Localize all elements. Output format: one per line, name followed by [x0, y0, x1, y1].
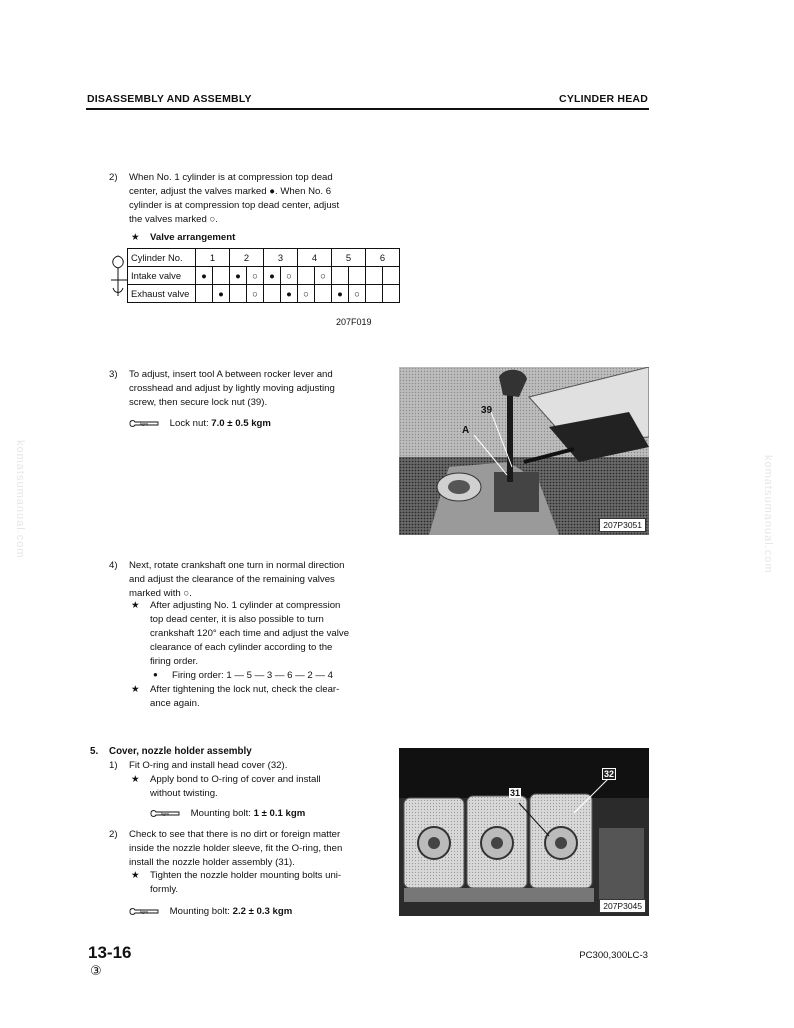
- note-line: After adjusting No. 1 cylinder at compression: [150, 600, 341, 611]
- cylinder-number: 4: [298, 249, 332, 267]
- valve-mark: [366, 285, 383, 303]
- step-4-line: and adjust the clearance of the remaining valves: [129, 574, 335, 585]
- note-line: ance again.: [150, 698, 200, 709]
- star-icon: ★: [131, 870, 140, 881]
- note-line: After tightening the lock nut, check the clear-: [150, 684, 340, 695]
- note-line: firing order.: [150, 656, 198, 667]
- step-2-line: cylinder is at compression top dead center, adjust: [129, 200, 340, 211]
- step-4-number: 4): [109, 560, 118, 571]
- step-4-line: Next, rotate crankshaft one turn in normal direction: [129, 560, 345, 571]
- valve-arrangement-table: [127, 248, 400, 303]
- note-line: top dead center, it is also possible to turn: [150, 614, 324, 625]
- spec-value: 2.2 ± 0.3 kgm: [232, 906, 293, 917]
- valve-mark: [315, 285, 332, 303]
- callout-39: 39: [481, 405, 493, 416]
- torque-wrench-icon: [129, 907, 159, 916]
- note-line: clearance of each cylinder according to the: [150, 642, 333, 653]
- step-3-line: crosshead and adjust by lightly moving adjusting: [129, 383, 335, 394]
- sub-1-note: [150, 773, 374, 801]
- svg-text:kgm: kgm: [140, 420, 148, 426]
- star-icon: ★: [131, 600, 140, 611]
- valve-mark: ●: [281, 285, 298, 303]
- section-5-title: Cover, nozzle holder assembly: [109, 746, 252, 757]
- cylinder-number: 5: [332, 249, 366, 267]
- spec-value: 7.0 ± 0.5 kgm: [211, 418, 271, 429]
- valve-mark: ○: [315, 267, 332, 285]
- photo-valve-adjustment: [399, 367, 649, 535]
- valve-mark: [366, 267, 383, 285]
- spec-mounting-bolt-1: [150, 808, 305, 819]
- step-4-note-1: [150, 599, 374, 669]
- sub-2-line: Check to see that there is no dirt or foreign matter: [129, 829, 341, 840]
- photo-head-cover: [399, 748, 649, 916]
- star-icon: ★: [131, 774, 140, 785]
- valve-mark: ●: [332, 285, 349, 303]
- step-2-line: center, adjust the valves marked ●. When No. 6: [129, 186, 332, 197]
- section-5-number: 5.: [90, 746, 99, 757]
- cylinder-number: 2: [230, 249, 264, 267]
- watermark-left: komatsumanual.com: [14, 440, 26, 559]
- figure-id: 207F019: [336, 317, 372, 327]
- cylinder-number: 1: [196, 249, 230, 267]
- bullet-icon: ●: [153, 670, 158, 679]
- valve-mark: [213, 267, 230, 285]
- row-label: Exhaust valve: [128, 285, 196, 303]
- step-4-text: [129, 559, 373, 601]
- sub-2-line: inside the nozzle holder sleeve, fit the O-ring, then: [129, 843, 343, 854]
- svg-text:kgm: kgm: [161, 810, 169, 816]
- valve-mark: ●: [230, 267, 247, 285]
- step-3-number: 3): [109, 369, 118, 380]
- sub-2-text: [129, 828, 375, 870]
- step-3-text: [129, 368, 373, 410]
- note-line: crankshaft 120° each time and adjust the valve: [150, 628, 350, 639]
- callout-a: A: [462, 425, 470, 436]
- valve-mark: ○: [349, 285, 366, 303]
- spec-lock-nut: [129, 418, 271, 429]
- step-2-number: 2): [109, 172, 118, 183]
- valve-mark: [383, 267, 400, 285]
- sub-2-line: install the nozzle holder assembly (31).: [129, 857, 295, 868]
- spec-label: Mounting bolt:: [190, 808, 254, 819]
- spec-value: 1 ± 0.1 kgm: [253, 808, 306, 819]
- table-header-row: [128, 249, 400, 267]
- valve-mark: [264, 285, 281, 303]
- note-line: formly.: [150, 884, 179, 895]
- header-section-title: DISASSEMBLY AND ASSEMBLY: [87, 93, 252, 105]
- watermark-right: komatsumanual.com: [762, 455, 774, 574]
- valve-mark: ○: [247, 267, 264, 285]
- valve-mark: ●: [213, 285, 230, 303]
- model-name: PC300,300LC-3: [579, 950, 648, 961]
- valve-mark: [298, 267, 315, 285]
- callout-32: 32: [604, 769, 615, 779]
- page-number: 13-16: [88, 943, 132, 962]
- photo-id: 207P3045: [599, 899, 646, 913]
- row-label: Intake valve: [128, 267, 196, 285]
- step-2-text: [129, 171, 373, 227]
- note-line: Apply bond to O-ring of cover and install: [150, 774, 321, 785]
- star-icon: ★: [131, 232, 140, 243]
- valve-mark: ●: [196, 267, 213, 285]
- valve-mark: ○: [247, 285, 264, 303]
- valve-mark: [383, 285, 400, 303]
- valve-mark: [332, 267, 349, 285]
- svg-text:kgm: kgm: [140, 908, 148, 914]
- valve-mark: ●: [264, 267, 281, 285]
- step-4-line: marked with ○.: [129, 588, 192, 599]
- valve-mark: [196, 285, 213, 303]
- note-line: Tighten the nozzle holder mounting bolts uni-: [150, 870, 342, 881]
- revision-mark: ③: [90, 963, 102, 978]
- valve-mark: [230, 285, 247, 303]
- step-4-note-2: [150, 683, 374, 711]
- photo-id: 207P3051: [599, 518, 646, 532]
- valve-arrangement-title: Valve arrangement: [150, 232, 236, 243]
- spec-mounting-bolt-2: [129, 906, 292, 917]
- sub-2-number: 2): [109, 829, 118, 840]
- spec-label: Mounting bolt:: [169, 906, 233, 917]
- torque-wrench-icon: [129, 419, 159, 428]
- valve-mark: ○: [298, 285, 315, 303]
- valve-mark: [349, 267, 366, 285]
- valve-symbol-icon: [107, 250, 129, 300]
- firing-order: Firing order: 1 — 5 — 3 — 6 — 2 — 4: [172, 670, 334, 681]
- sub-2-note: [150, 869, 374, 897]
- table-header-label: Cylinder No.: [128, 249, 196, 267]
- torque-wrench-icon: [150, 809, 180, 818]
- header-rule: [86, 108, 649, 110]
- table-row-intake: [128, 267, 400, 285]
- header-chapter-title: CYLINDER HEAD: [559, 93, 648, 105]
- step-3-line: To adjust, insert tool A between rocker lever and: [129, 369, 333, 380]
- step-2-line: the valves marked ○.: [129, 214, 218, 225]
- cylinder-number: 6: [366, 249, 400, 267]
- step-3-line: screw, then secure lock nut (39).: [129, 397, 268, 408]
- callout-31: 31: [510, 788, 521, 798]
- step-2-line: When No. 1 cylinder is at compression top dead: [129, 172, 333, 183]
- spec-label: Lock nut:: [169, 418, 212, 429]
- sub-1-number: 1): [109, 760, 118, 771]
- cylinder-number: 3: [264, 249, 298, 267]
- valve-adjustment-photo-icon: [399, 367, 649, 535]
- table-row-exhaust: [128, 285, 400, 303]
- sub-1-text: Fit O-ring and install head cover (32).: [129, 760, 288, 771]
- note-line: without twisting.: [150, 788, 218, 799]
- star-icon: ★: [131, 684, 140, 695]
- valve-mark: ○: [281, 267, 298, 285]
